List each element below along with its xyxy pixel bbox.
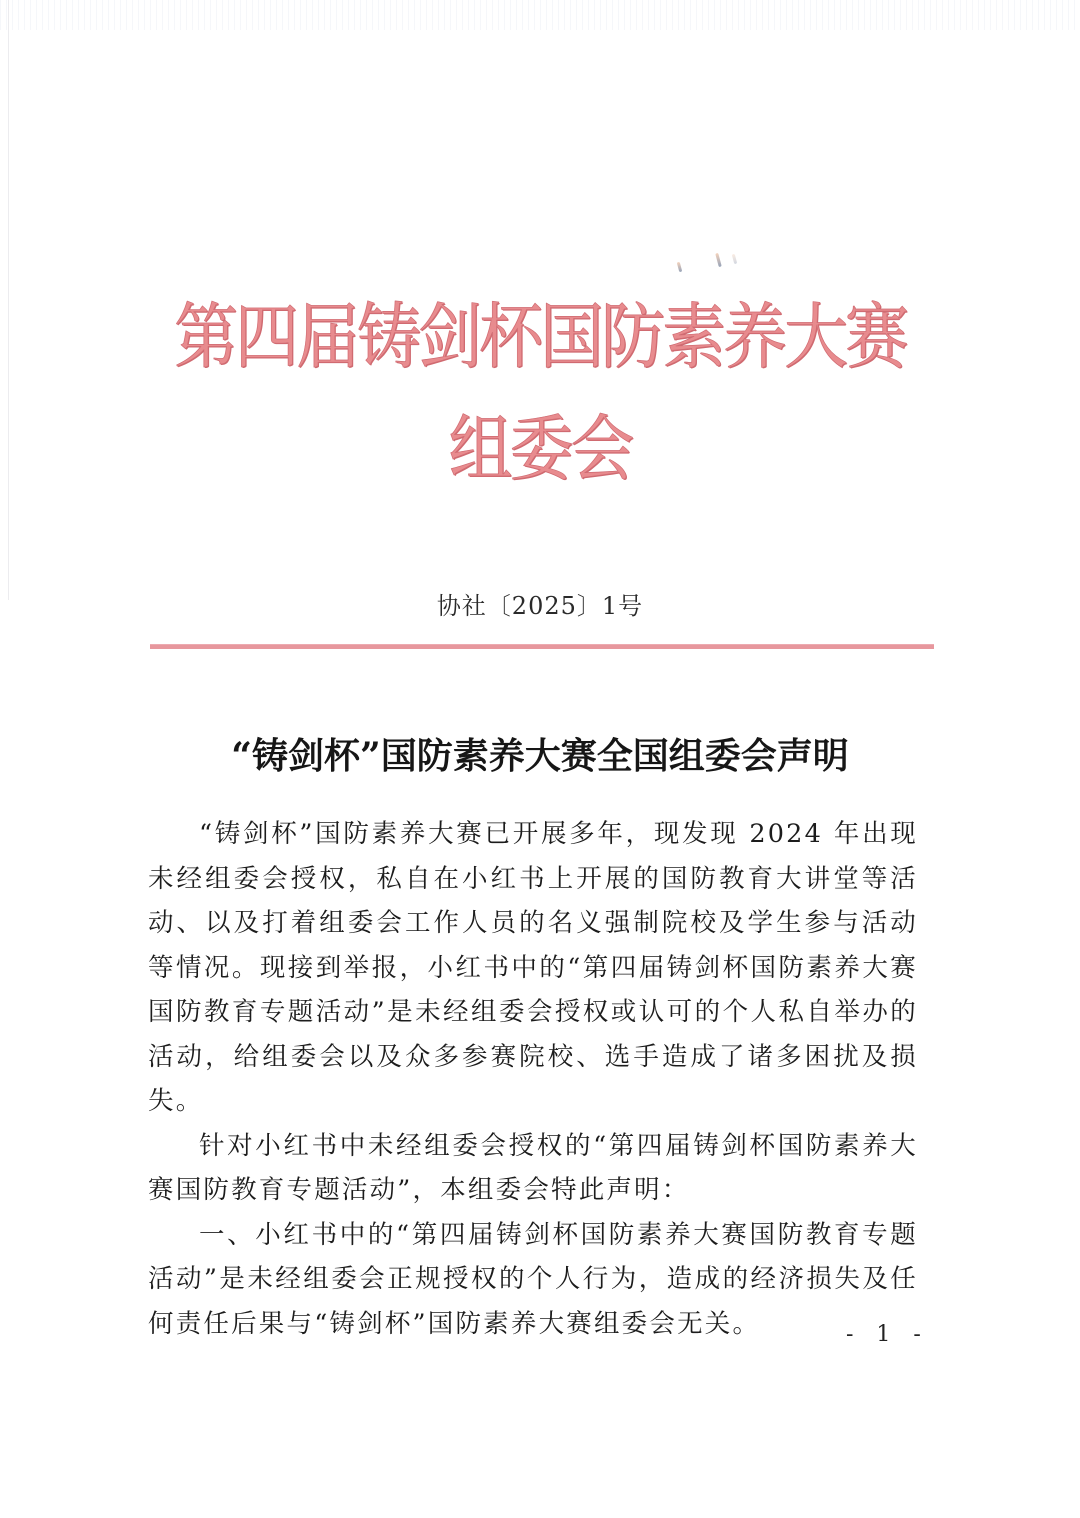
scan-speck: [732, 254, 737, 264]
document-body: [148, 812, 918, 1346]
issuer-header-line-2: 组委会: [448, 408, 632, 492]
scan-speck: [677, 262, 682, 272]
red-divider-rule: [150, 644, 934, 649]
body-paragraph-2: 针对小红书中未经组委会授权的“第四届铸剑杯国防素养大赛国防教育专题活动”，本组委会特此声明：: [148, 1130, 918, 1205]
issuer-header-line-1: 第四届铸剑杯国防素养大赛: [174, 296, 906, 380]
scan-speck: [715, 253, 722, 267]
body-paragraph-3: 一、小红书中的“第四届铸剑杯国防素养大赛国防教育专题活动”是未经组委会正规授权的个人行为，造成的经济损失及任何责任后果与“铸剑杯”国防素养大赛组委会无关。: [148, 1219, 918, 1339]
document-title: “铸剑杯”国防素养大赛全国组委会声明: [231, 735, 849, 777]
document-number: 协社〔2025〕1号: [436, 592, 644, 620]
body-paragraph-1: “铸剑杯”国防素养大赛已开展多年，现发现 2024 年出现未经组委会授权，私自在小红书上开展的国防教育大讲堂等活动、以及打着组委会工作人员的名义强制院校及学生参与活动等情况。现接到举报，小红书中的“第四届铸剑杯国防素养大赛国防教育专题活动”是未经组委会授权或认可的个人私自举办的活动，给组委会以及众多参赛院校、选手造成了诸多困扰及损失。: [148, 819, 918, 1116]
scan-artifact-top: [0, 0, 1080, 30]
page-number: - 1 -: [846, 1322, 929, 1347]
